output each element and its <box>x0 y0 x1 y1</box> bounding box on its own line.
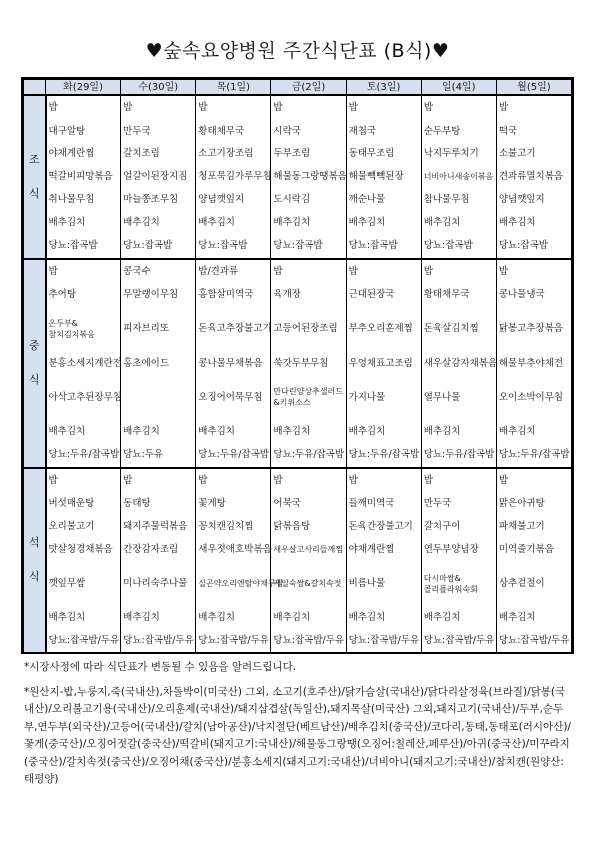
menu-item: 밥 <box>46 95 121 120</box>
menu-item: 소고기장조림 <box>196 143 271 166</box>
menu-item: 당뇨:두유 <box>121 443 196 468</box>
menu-item: 만두국 <box>121 120 196 143</box>
menu-item: 콩나물냉국 <box>496 283 571 306</box>
menu-item: 쑥갓두부무침 <box>271 352 346 375</box>
menu-item: 돈육살김치찜 <box>421 306 496 352</box>
menu-item: 밥 <box>496 95 571 120</box>
menu-item: 배추김치 <box>496 420 571 443</box>
menu-item: 마늘쫑조무침 <box>121 188 196 211</box>
menu-item: 온두부&참치김치볶음 <box>46 306 121 352</box>
menu-item: 당뇨:잡곡밥 <box>421 234 496 259</box>
menu-row <box>24 143 572 166</box>
menu-item: 해물부추야채전 <box>496 352 571 375</box>
menu-item: 실곤약오리엔탈야채무침 <box>196 561 271 607</box>
day-header-row <box>24 80 572 96</box>
menu-item: 아삭고추된장무침 <box>46 375 121 421</box>
menu-item: 낙지두루치기 <box>421 143 496 166</box>
menu-row <box>24 629 572 652</box>
day-header: 목(1일) <box>196 80 271 96</box>
menu-item: 당뇨:잡곡밥/두유 <box>46 629 121 652</box>
menu-item: 배추김치 <box>421 420 496 443</box>
menu-row <box>24 165 572 188</box>
menu-item: 재첩국 <box>346 120 421 143</box>
menu-item: 열무나물 <box>421 375 496 421</box>
menu-item: 갈치구이 <box>421 515 496 538</box>
menu-item: 만다린양상추샐러드&키위소스 <box>271 375 346 421</box>
weekly-menu-table <box>21 77 574 654</box>
menu-item: 배추김치 <box>46 420 121 443</box>
menu-item: 당뇨:잡곡밥/두유 <box>421 629 496 652</box>
meal-label-char: 조 <box>28 152 40 166</box>
menu-item: 밥 <box>46 259 121 284</box>
menu-item: 밥 <box>271 259 346 284</box>
menu-item: 배추김치 <box>496 606 571 629</box>
menu-item: 당뇨:잡곡밥 <box>346 234 421 259</box>
menu-row <box>24 561 572 607</box>
menu-item: 새우젓애호박볶음 <box>196 538 271 561</box>
meal-section <box>24 468 572 652</box>
menu-item: 야채계란찜 <box>46 143 121 166</box>
menu-item: 배추김치 <box>121 211 196 234</box>
menu-item: 밥 <box>46 468 121 493</box>
meal-label <box>24 95 46 259</box>
menu-item: 황태채무국 <box>421 283 496 306</box>
menu-item: 너비아니새송이볶음 <box>421 165 496 188</box>
menu-item: 어묵국 <box>271 493 346 516</box>
menu-row <box>24 120 572 143</box>
menu-row <box>24 515 572 538</box>
menu-item: 당뇨:두유/잡곡밥 <box>271 443 346 468</box>
menu-item: 당뇨:잡곡밥 <box>196 234 271 259</box>
menu-item: 배추김치 <box>271 211 346 234</box>
menu-row <box>24 95 572 120</box>
meal-label <box>24 468 46 652</box>
menu-item: 새우살고사리들깨찜 <box>271 538 346 561</box>
change-notice: *시장사정에 따라 식단표가 변동될 수 있음을 알려드립니다. <box>24 661 297 673</box>
menu-row <box>24 283 572 306</box>
day-header: 금(2일) <box>271 80 346 96</box>
menu-item: 밥 <box>346 468 421 493</box>
meal-section <box>24 259 572 468</box>
menu-item: 갈치조림 <box>121 143 196 166</box>
menu-item: 육개장 <box>271 283 346 306</box>
menu-row <box>24 468 572 493</box>
menu-item: 떡갈비피망볶음 <box>46 165 121 188</box>
menu-row <box>24 211 572 234</box>
menu-row <box>24 493 572 516</box>
menu-item: 고등어된장조림 <box>271 306 346 352</box>
menu-row <box>24 234 572 259</box>
menu-item: 당뇨:잡곡밥/두유 <box>496 629 571 652</box>
menu-item: 밥 <box>421 468 496 493</box>
menu-item: 양념깻잎지 <box>496 188 571 211</box>
menu-item: 배추김치 <box>46 606 121 629</box>
menu-item: 당뇨:잡곡밥/두유 <box>196 629 271 652</box>
menu-item: 파채불고기 <box>496 515 571 538</box>
menu-item: 오리불고기 <box>46 515 121 538</box>
menu-item: 당뇨:잡곡밥 <box>121 234 196 259</box>
menu-item: 피자브리또 <box>121 306 196 352</box>
menu-item: 황태채무국 <box>196 120 271 143</box>
menu-item: 우엉채표고조림 <box>346 352 421 375</box>
meal-label-char: 식 <box>28 186 40 200</box>
notes <box>24 659 572 796</box>
menu-item: 밥 <box>496 259 571 284</box>
menu-item: 당뇨:두유/잡곡밥 <box>46 443 121 468</box>
corner-cell <box>24 80 46 96</box>
menu-item: 동태탕 <box>121 493 196 516</box>
menu-item: 당뇨:두유/잡곡밥 <box>196 443 271 468</box>
menu-item: 밥/견과류 <box>196 259 271 284</box>
menu-item: 들깨미역국 <box>346 493 421 516</box>
menu-item: 꽁치캔김치찜 <box>196 515 271 538</box>
menu-item: 배추김치 <box>271 606 346 629</box>
menu-row <box>24 538 572 561</box>
menu-item: 근대된장국 <box>346 283 421 306</box>
menu-item: 대구알탕 <box>46 120 121 143</box>
menu-item: 배추김치 <box>496 211 571 234</box>
menu-item: 밥 <box>346 95 421 120</box>
menu-item: 배추김치 <box>196 211 271 234</box>
day-header: 수(30일) <box>121 80 196 96</box>
origin-notice: *원산지-밥,누룽지,죽(국내산),차돌박이(미국산) 그외, 소고기(호주산)/닭가슴살(국내산)/닭다리살정육(브라질)/닭봉(국내산)/오리불고기용(국내산)/오리훈제(국내산)/돼지삼겹살(독일산),돼지목살(미국산) 그외,돼지고기(국내산)/두부,순두부,연두부(외국산)/고등어(국내산)/갈치(남아공산)/낙지절단(베트남산)/배추김치(중국산)/코다리,동태,동태포(러시아산)/꽃게(중국산)/오징어젓갈(중국산)/떡갈비(돼지고기:국내산)/해물동그랑땡(오징어:칠레산,페루산)/아귀(중국산)/미꾸라지(중국산)/갈치속젓(중국산)/오징어채(중국산)/분홍소세지(돼지고기:국내산)/너비아니(돼지고기:국내산)/참치캔(원양산:태평양) <box>24 685 571 785</box>
menu-item: 간장감자조림 <box>121 538 196 561</box>
menu-row <box>24 420 572 443</box>
menu-row <box>24 352 572 375</box>
menu-item: 깻잎무쌈 <box>46 561 121 607</box>
menu-item: 당뇨:두유/잡곡밥 <box>346 443 421 468</box>
menu-item: 야채계란찜 <box>346 538 421 561</box>
menu-item: 밥 <box>196 468 271 493</box>
menu-item: 배추김치 <box>346 211 421 234</box>
menu-item: 당뇨:잡곡밥/두유 <box>271 629 346 652</box>
menu-item: 분홍소세지계란전 <box>46 352 121 375</box>
menu-item: 얼갈이된장지짐 <box>121 165 196 188</box>
menu-item: 돼지주물럭볶음 <box>121 515 196 538</box>
menu-item: 밥 <box>121 468 196 493</box>
menu-item: 닭볶음탕 <box>271 515 346 538</box>
menu-item: 해물동그랑땡볶음 <box>271 165 346 188</box>
menu-item: 배추김치 <box>346 606 421 629</box>
menu-item: 밥 <box>271 468 346 493</box>
menu-item: 배추김치 <box>46 211 121 234</box>
menu-item: 돈육고추장불고기 <box>196 306 271 352</box>
menu-item: 밥 <box>496 468 571 493</box>
menu-item: 닭봉고추장볶음 <box>496 306 571 352</box>
menu-item: 밥 <box>421 95 496 120</box>
menu-item: 당뇨:잡곡밥/두유 <box>346 629 421 652</box>
menu-item: 다시마쌈&콜리플라워숙회 <box>421 561 496 607</box>
menu-item: 당뇨:잡곡밥/두유 <box>121 629 196 652</box>
menu-item: 동태무조림 <box>346 143 421 166</box>
menu-item: 상추겉절이 <box>496 561 571 607</box>
menu-item: 밥 <box>121 95 196 120</box>
menu-item <box>121 375 196 421</box>
menu-item: 당뇨:잡곡밥 <box>46 234 121 259</box>
menu-item: 미역줄기볶음 <box>496 538 571 561</box>
menu-item: 배추김치 <box>196 606 271 629</box>
menu-item: 밥 <box>421 259 496 284</box>
day-header: 화(29일) <box>46 80 121 96</box>
menu-item: 두부조림 <box>271 143 346 166</box>
menu-item: 홍초에이드 <box>121 352 196 375</box>
menu-row <box>24 306 572 352</box>
menu-item: 취나물무침 <box>46 188 121 211</box>
menu-item: 오이소박이무침 <box>496 375 571 421</box>
menu-item: 청포묵김가루무침 <box>196 165 271 188</box>
menu-item: 가지나물 <box>346 375 421 421</box>
menu-item: 배추김치 <box>121 420 196 443</box>
menu-item: 새우살감자채볶음 <box>421 352 496 375</box>
menu-item: 당뇨:두유/잡곡밥 <box>421 443 496 468</box>
menu-item: 양념깻잎지 <box>196 188 271 211</box>
menu-item: 콩국수 <box>121 259 196 284</box>
page-title: ♥숲속요양병원 주간식단표 (B식)♥ <box>145 40 450 62</box>
menu-item: 해물빽빽된장 <box>346 165 421 188</box>
menu-item: 당뇨:두유/잡곡밥 <box>496 443 571 468</box>
menu-item: 깨순나물 <box>346 188 421 211</box>
meal-section <box>24 95 572 259</box>
menu-row <box>24 188 572 211</box>
menu-item: 배추김치 <box>271 420 346 443</box>
day-header: 월(5일) <box>496 80 571 96</box>
day-header: 일(4일) <box>421 80 496 96</box>
menu-item: 도시락김 <box>271 188 346 211</box>
menu-item: 떡국 <box>496 120 571 143</box>
menu-item: 추어탕 <box>46 283 121 306</box>
menu-item: 견과류멸치볶음 <box>496 165 571 188</box>
menu-item: 배추김치 <box>421 211 496 234</box>
menu-item: 콩나물무채볶음 <box>196 352 271 375</box>
menu-item: 비름나물 <box>346 561 421 607</box>
menu-item: 시락국 <box>271 120 346 143</box>
menu-row <box>24 443 572 468</box>
menu-item: 밥 <box>196 95 271 120</box>
menu-item: 케일숙쌈&갈치속젓 <box>271 561 346 607</box>
menu-item: 미나리숙주나물 <box>121 561 196 607</box>
menu-item: 버섯매운탕 <box>46 493 121 516</box>
menu-item: 무말랭이무침 <box>121 283 196 306</box>
menu-item: 맛살청경채볶음 <box>46 538 121 561</box>
menu-item: 당뇨:잡곡밥 <box>496 234 571 259</box>
menu-item: 배추김치 <box>346 420 421 443</box>
menu-item: 맑은아귀탕 <box>496 493 571 516</box>
menu-item: 배추김치 <box>196 420 271 443</box>
menu-item: 순두부탕 <box>421 120 496 143</box>
day-header: 토(3일) <box>346 80 421 96</box>
menu-item: 참나물무침 <box>421 188 496 211</box>
meal-label-char: 석 <box>28 536 40 550</box>
menu-row <box>24 375 572 421</box>
menu-row <box>24 259 572 284</box>
meal-label-char: 식 <box>28 570 40 584</box>
menu-item: 홍합살미역국 <box>196 283 271 306</box>
menu-row <box>24 606 572 629</box>
meal-label-char: 중 <box>28 339 40 353</box>
menu-item: 당뇨:잡곡밥 <box>271 234 346 259</box>
menu-item: 돈육간장불고기 <box>346 515 421 538</box>
menu-item: 부추오리훈제찜 <box>346 306 421 352</box>
menu-item: 소불고기 <box>496 143 571 166</box>
menu-item: 만두국 <box>421 493 496 516</box>
menu-item: 연두부양념장 <box>421 538 496 561</box>
menu-item: 꽃게탕 <box>196 493 271 516</box>
menu-item: 배추김치 <box>421 606 496 629</box>
menu-item: 밥 <box>271 95 346 120</box>
menu-item: 오징어어묵무침 <box>196 375 271 421</box>
menu-item: 밥 <box>346 259 421 284</box>
menu-item: 배추김치 <box>121 606 196 629</box>
meal-label-char: 식 <box>28 373 40 387</box>
meal-label <box>24 259 46 468</box>
